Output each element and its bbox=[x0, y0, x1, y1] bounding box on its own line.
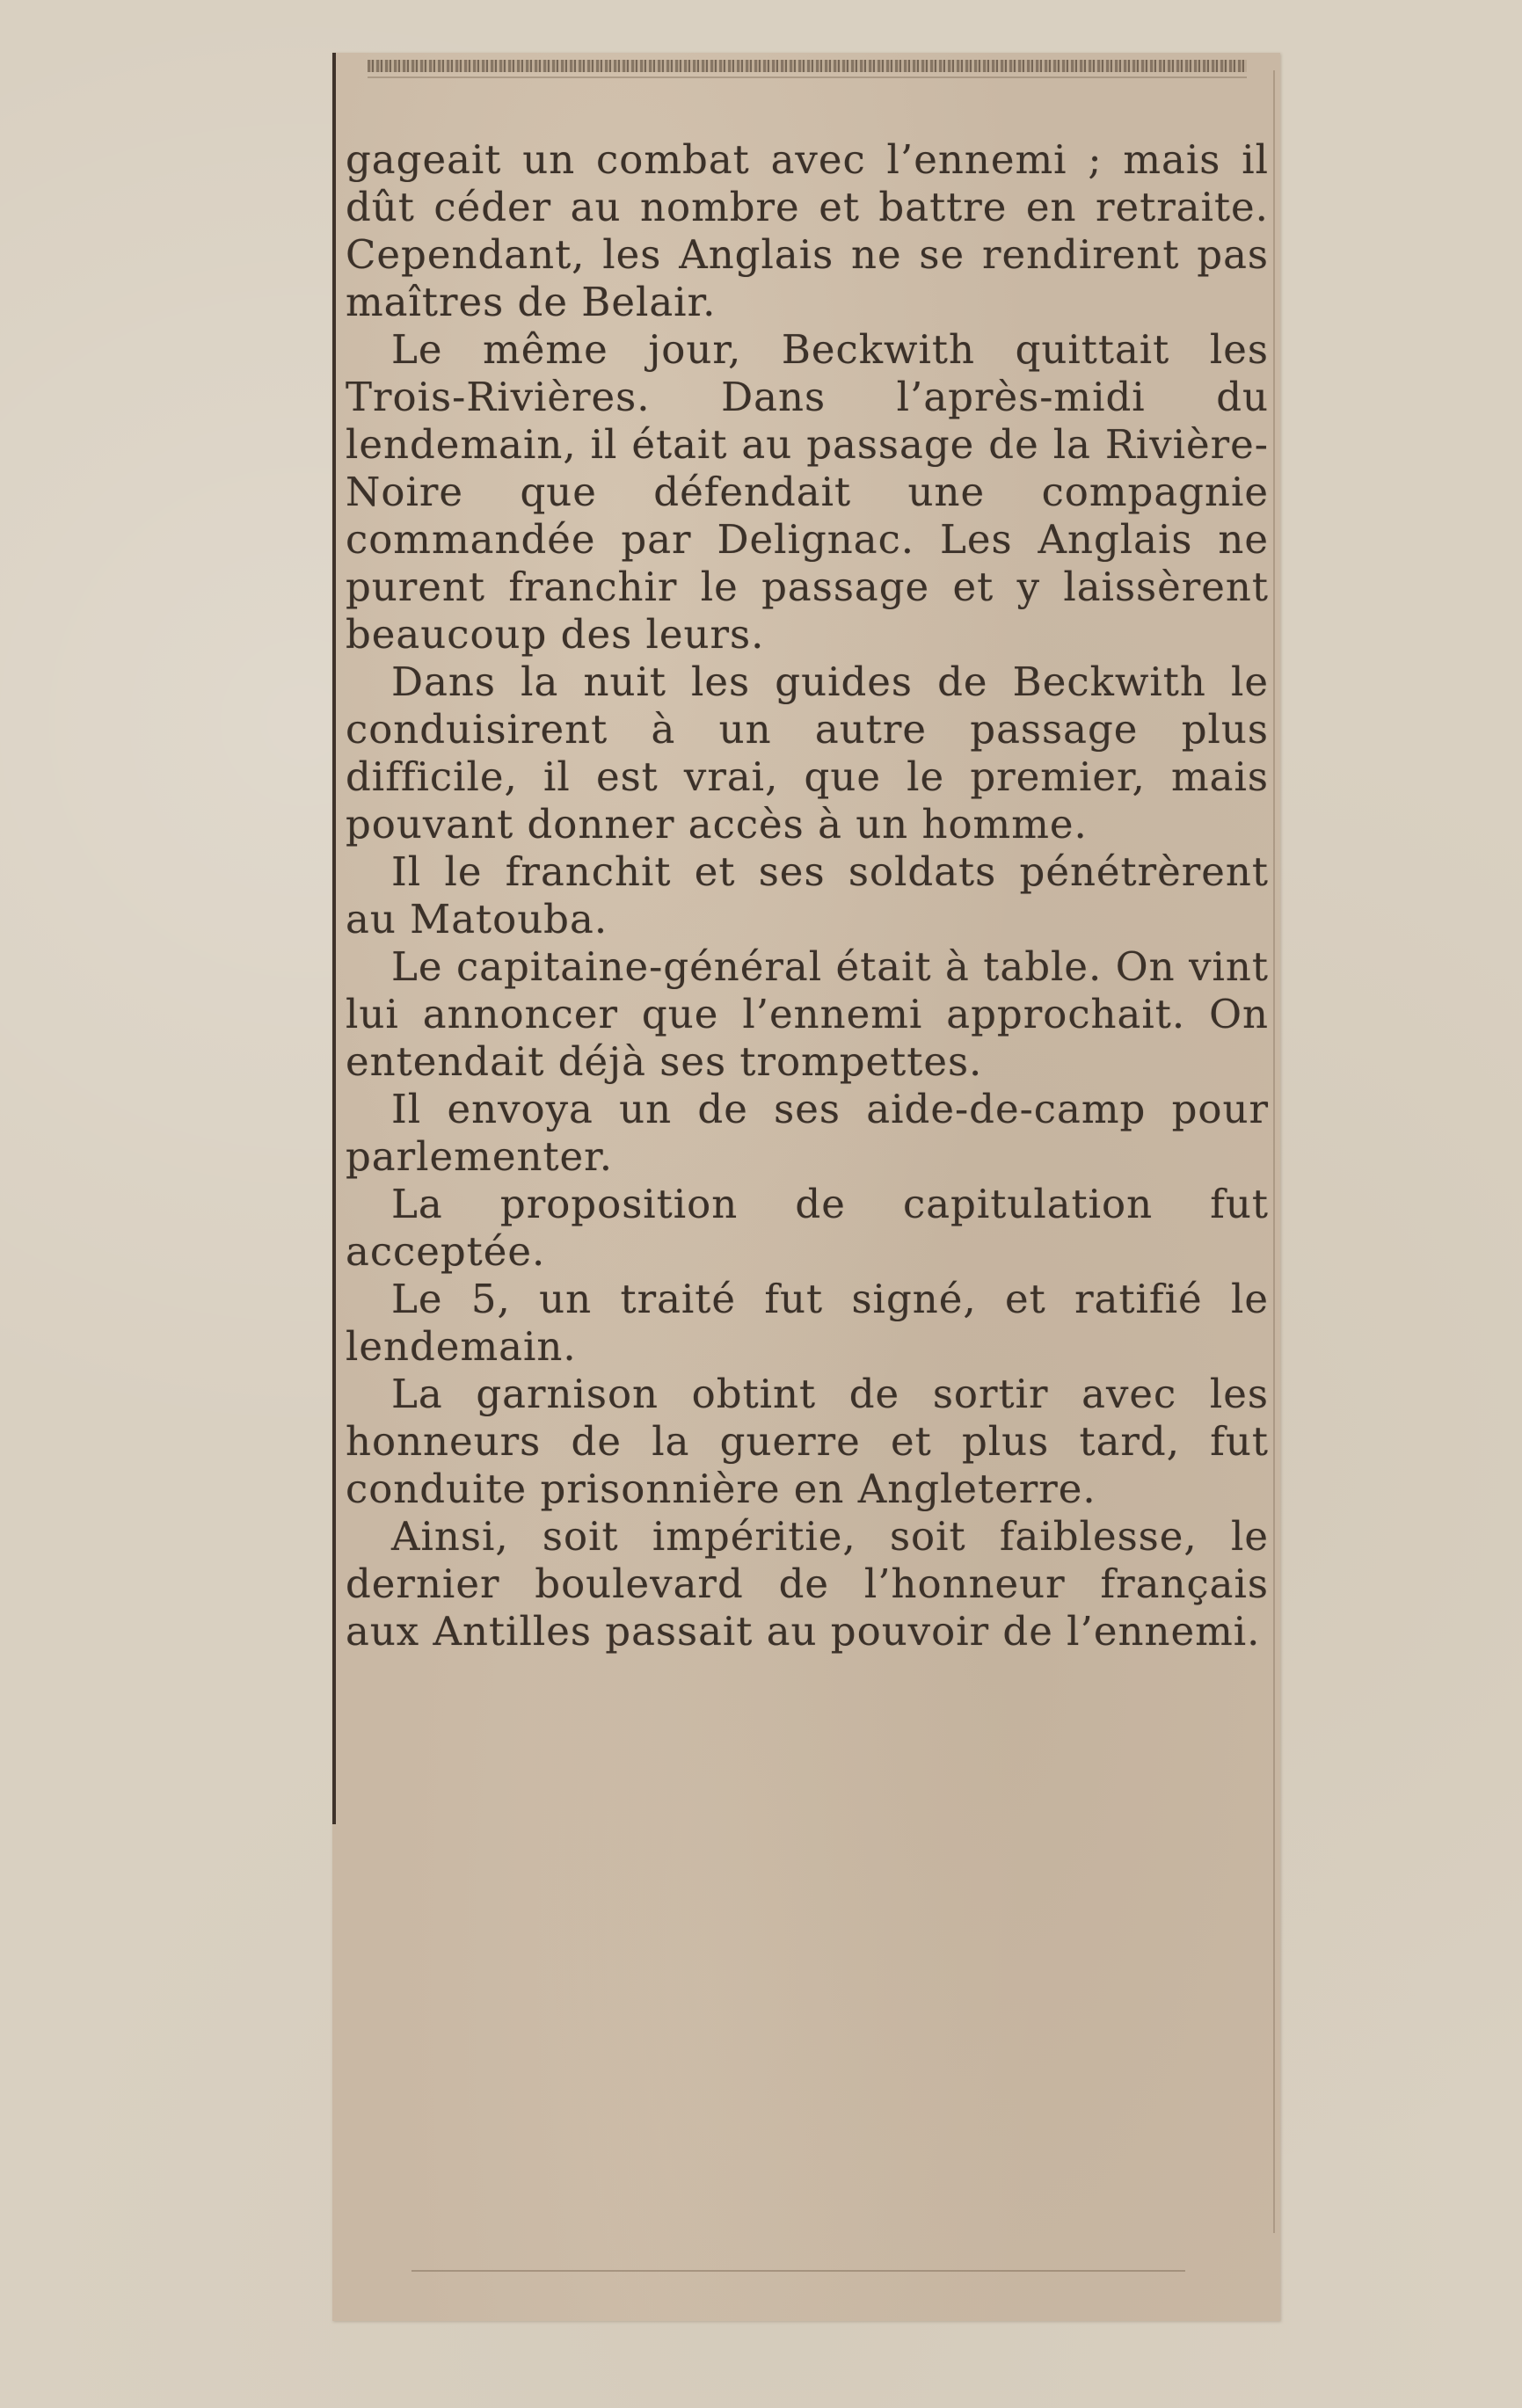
article-paragraph-7: La proposition de capitulation fut acceptée. bbox=[346, 1181, 1269, 1275]
article-paragraph-9: La garnison obtint de sortir avec les honneurs de la guerre et plus tard, fut conduite prisonnière en Angleterre. bbox=[346, 1371, 1269, 1512]
article-paragraph-8: Le 5, un traité fut signé, et ratifié le lendemain. bbox=[346, 1276, 1269, 1370]
article-paragraph-3: Dans la nuit les guides de Beckwith le conduisirent à un autre passage plus difficile, il est vrai, que le premier, mais pouvant donner accès à un homme. bbox=[346, 658, 1269, 848]
bottom-faint-rule bbox=[411, 2270, 1185, 2272]
article-body bbox=[346, 136, 1269, 1655]
top-thin-rule bbox=[368, 76, 1247, 78]
column-left-rule bbox=[332, 53, 336, 1824]
article-paragraph-6: Il envoya un de ses aide-de-camp pour parlementer. bbox=[346, 1086, 1269, 1180]
newspaper-clipping bbox=[332, 53, 1280, 2321]
article-paragraph-2: Le même jour, Beckwith quittait les Trois-Rivières. Dans l’après-midi du lendemain, il était au passage de la Rivière-Noire que défendait une compagnie commandée par Delignac. Les Anglais ne purent franchir le passage et y laissèrent beaucoup des leurs. bbox=[346, 326, 1269, 658]
article-paragraph-5: Le capitaine-général était à table. On vint lui annoncer que l’ennemi approchait. On entendait déjà ses trompettes. bbox=[346, 943, 1269, 1085]
article-paragraph-1: gageait un combat avec l’ennemi ; mais il dût céder au nombre et battre en retraite. Cependant, les Anglais ne se rendirent pas maîtres de Belair. bbox=[346, 136, 1269, 325]
article-paragraph-4: Il le franchit et ses soldats pénétrèrent au Matouba. bbox=[346, 848, 1269, 942]
article-paragraph-10: Ainsi, soit impéritie, soit faiblesse, le dernier boulevard de l’honneur français aux Antilles passait au pouvoir de l’ennemi. bbox=[346, 1513, 1269, 1655]
clipping-right-edge bbox=[1273, 70, 1275, 2233]
top-decorative-rule bbox=[368, 60, 1247, 72]
